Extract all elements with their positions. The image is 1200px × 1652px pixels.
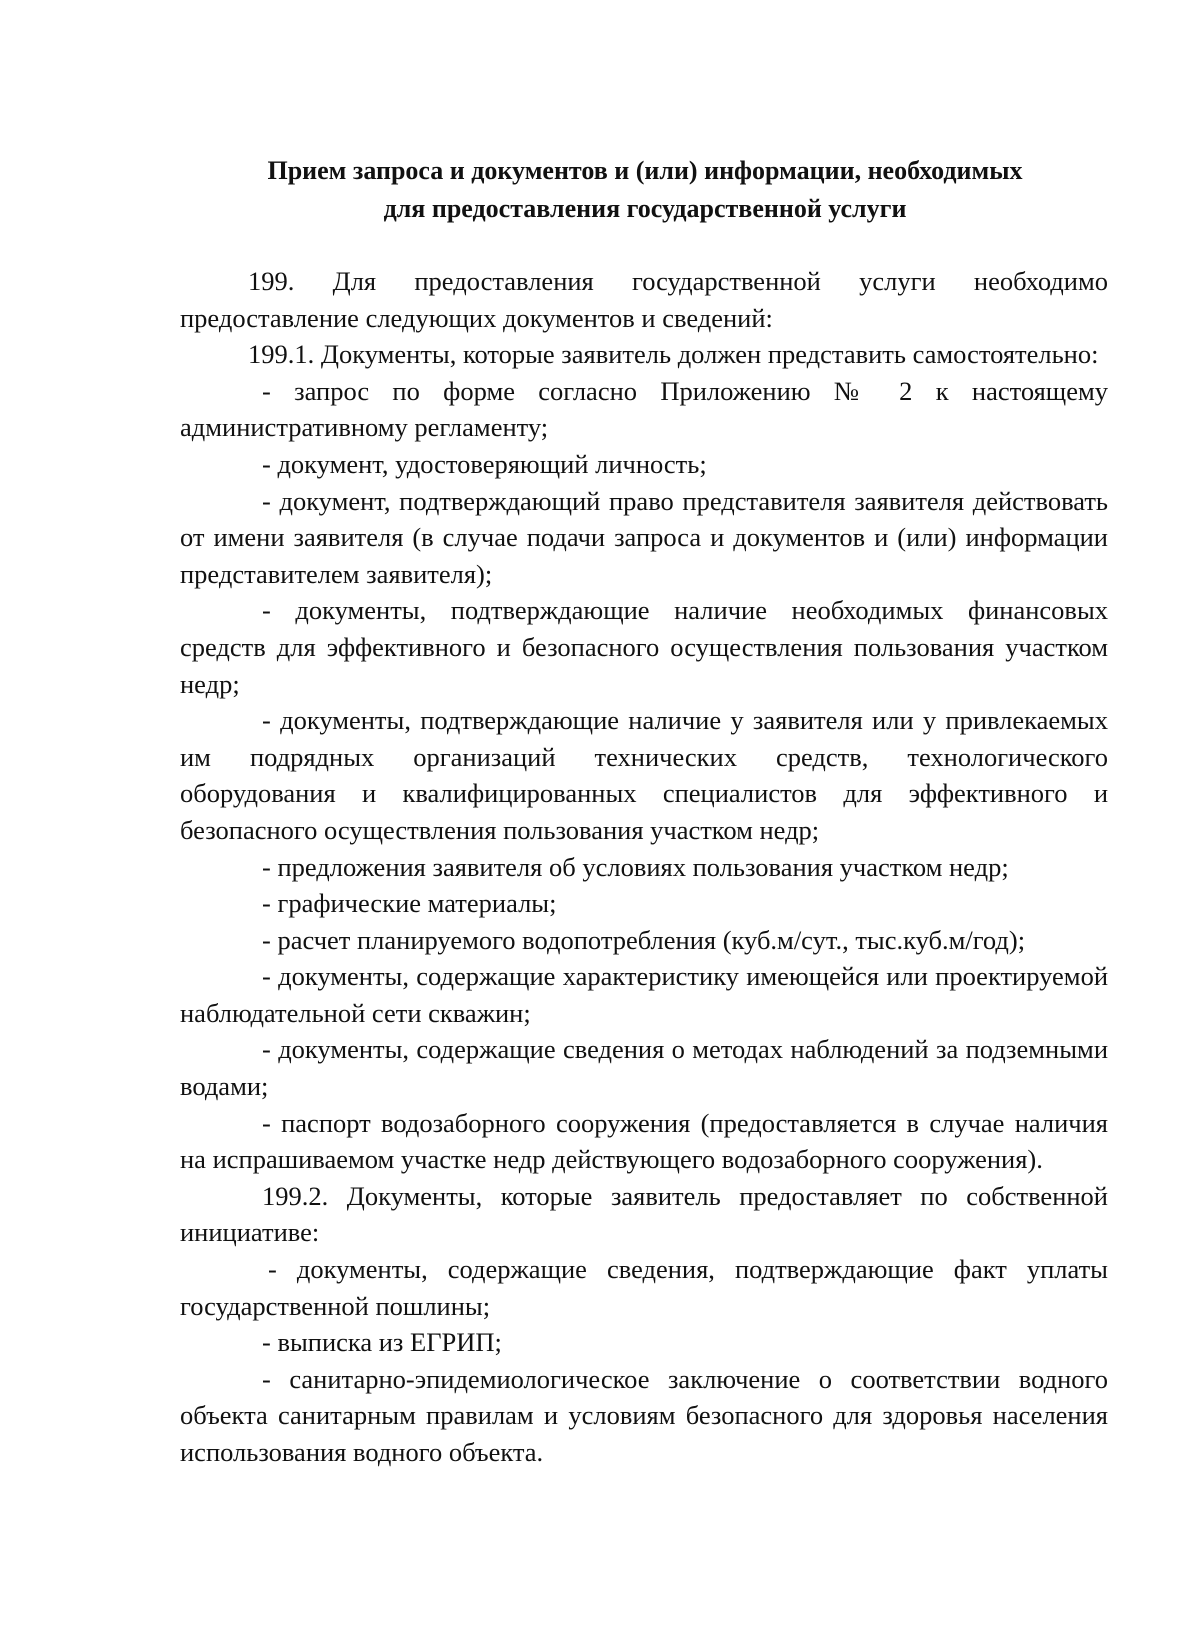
list-item: - документы, содержащие сведения о методах наблюдений за подземными водами;: [180, 1034, 1108, 1102]
list-item: - графические материалы;: [262, 888, 557, 919]
list-item: - документ, удостоверяющий личность;: [262, 448, 707, 479]
paragraph-199-1: 199.1. Документы, которые заявитель должен представить самостоятельно:: [248, 339, 1099, 370]
list-item: - документ, подтверждающий право представителя заявителя действовать от имени заявителя (в случае подачи запроса и документов и (или) информации представителем заявителя);: [180, 485, 1108, 589]
document-body: [180, 263, 1108, 1471]
list-item: - расчет планируемого водопотребления (куб.м/сут., тыс.куб.м/год);: [262, 924, 1026, 955]
paragraph-199-2: 199.2. Документы, которые заявитель предоставляет по собственной инициативе:: [180, 1180, 1108, 1248]
list-item: - документы, содержащие характеристику имеющейся или проектируемой наблюдательной сети скважин;: [180, 961, 1108, 1028]
paragraph-199: 199. Для предоставления государственной услуги необходимо предоставление следующих документов и сведений:: [180, 266, 1108, 333]
list-item: - документы, содержащие сведения, подтверждающие факт уплаты государственной пошлины;: [180, 1254, 1108, 1321]
list-item: - запрос по форме согласно Приложению № 2 к настоящему административному регламенту;: [180, 375, 1108, 443]
title-line: Прием запроса и документов и (или) информации, необходимых: [267, 156, 1023, 185]
list-item: - выписка из ЕГРИП;: [262, 1327, 502, 1358]
document-title: [180, 152, 1110, 228]
list-item: - санитарно-эпидемиологическое заключение о соответствии водного объекта санитарным правилам и условиям безопасного для здоровья населения использования водного объекта.: [180, 1363, 1108, 1467]
list-item: - документы, подтверждающие наличие у заявителя или у привлекаемых им подрядных организаций технических средств, технологического оборудования и квалифицированных специалистов для эффективного и безопасного осуществления пользования участком недр;: [180, 705, 1108, 845]
list-item: - паспорт водозаборного сооружения (предоставляется в случае наличия на испрашиваемом участке недр действующего водозаборного сооружения).: [180, 1107, 1108, 1175]
list-item: - документы, подтверждающие наличие необходимых финансовых средств для эффективного и безопасного осуществления пользования участком недр;: [180, 595, 1108, 699]
title-line: для предоставления государственной услуги: [383, 194, 907, 223]
list-item: - предложения заявителя об условиях пользования участком недр;: [262, 851, 1009, 882]
